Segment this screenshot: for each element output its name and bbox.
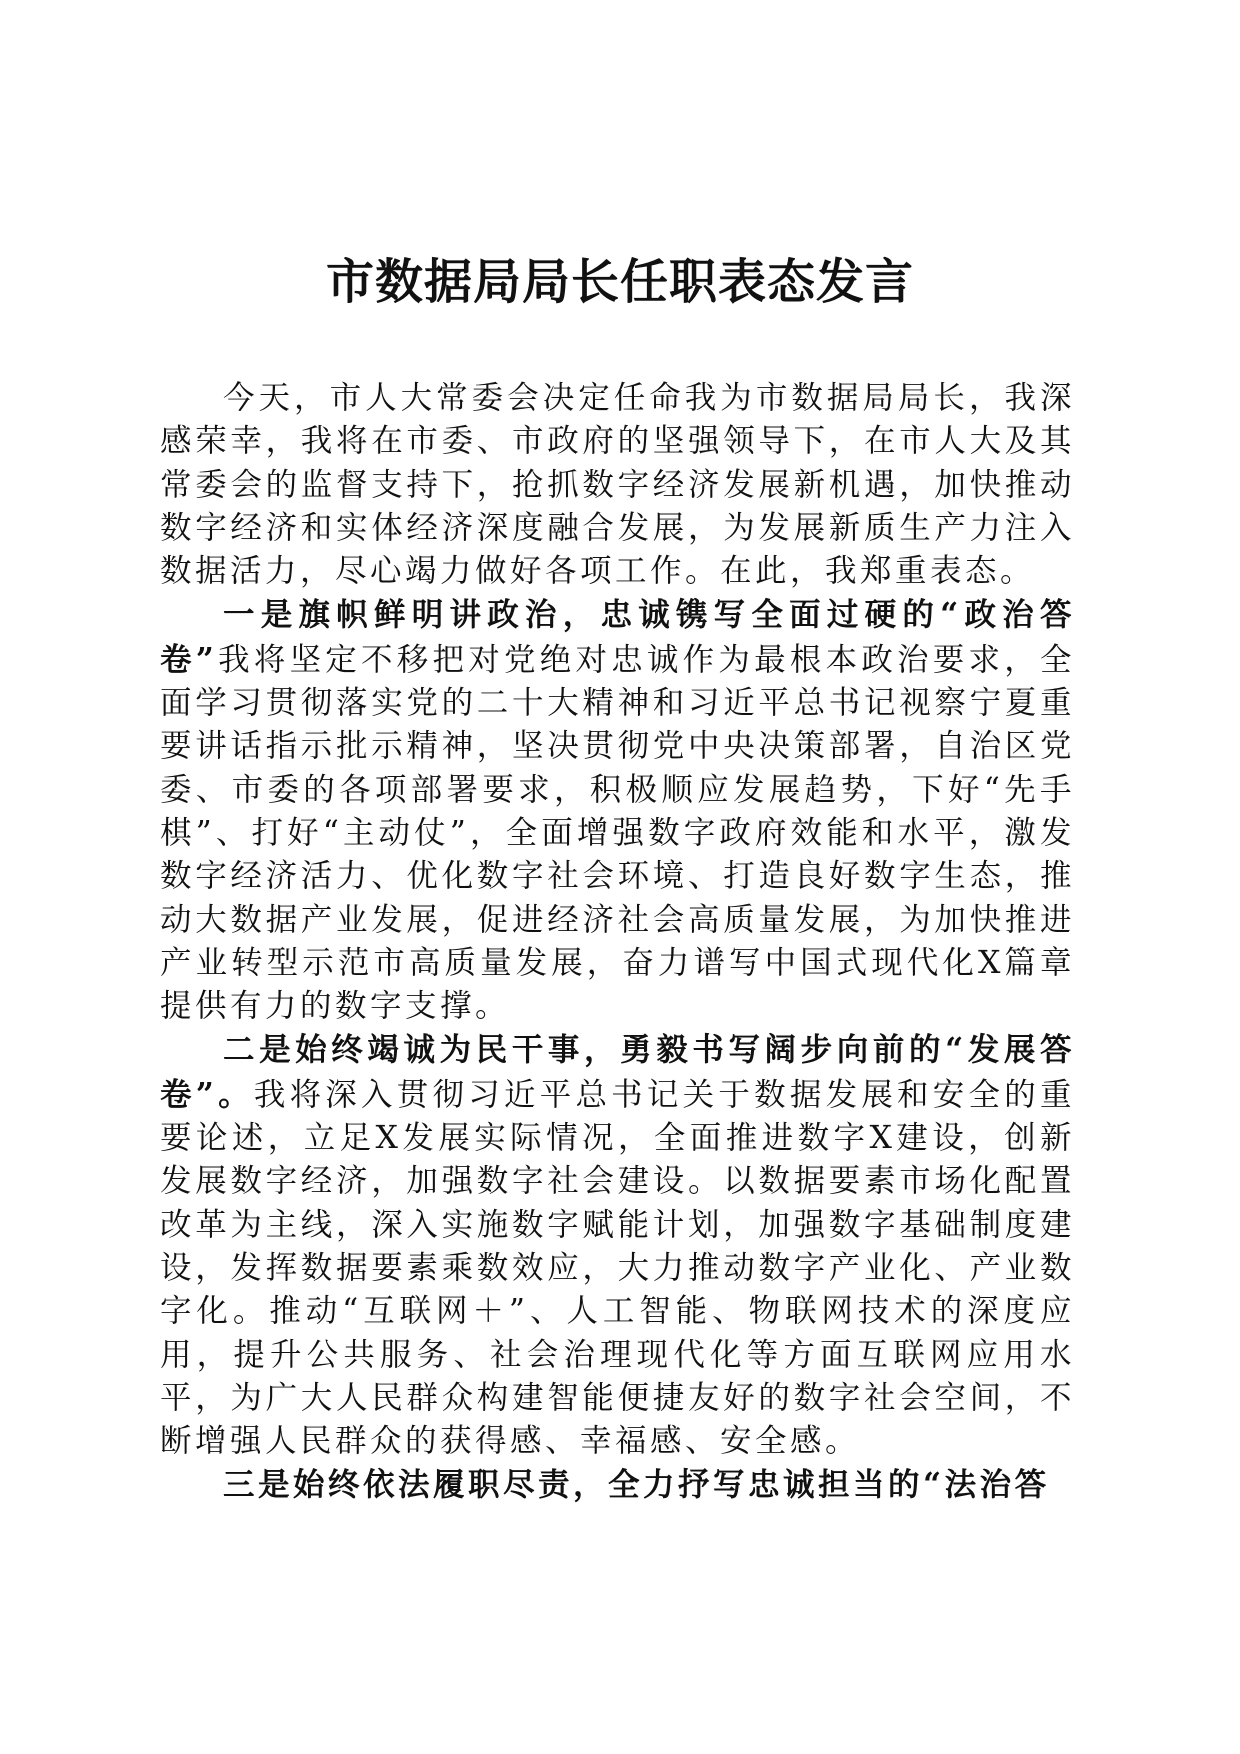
paragraph-text: 今天，市人大常委会决定任命我为市数据局局长，我深感荣幸，我将在市委、市政府的坚强领导下，在市人大及其常委会的监督支持下，抢抓数字经济发展新机遇，加快推动数字经济和实体经济深度融合发展，为发展新质生产力注入数据活力，尽心竭力做好各项工作。在此，我郑重表态。: [160, 380, 1075, 590]
paragraph-intro: [160, 377, 1075, 593]
paragraph-point-three: [160, 1463, 1075, 1507]
paragraph-heading: 二是始终竭诚为民干事，勇毅书写阔步向前的“发展答卷”。: [160, 1031, 1075, 1113]
paragraph-heading: 三是始终依法履职尽责，全力抒写忠诚担当的“法治答: [223, 1466, 1050, 1504]
document-body: [160, 377, 1075, 1508]
document-title: 市数据局局长任职表态发言: [325, 254, 914, 310]
paragraph-point-one: [160, 593, 1075, 1028]
paragraph-text: 我将坚定不移把对党绝对忠诚作为最根本政治要求，全面学习贯彻落实党的二十大精神和习近平总书记视察宁夏重要讲话指示批示精神，坚决贯彻党中央决策部署，自治区党委、市委的各项部署要求，积极顺应发展趋势，下好“先手棋”、打好“主动仗”，全面增强数字政府效能和水平，激发数字经济活力、优化数字社会环境、打造良好数字生态，推动大数据产业发展，促进经济社会高质量发展，为加快推进产业转型示范市高质量发展，奋力谱写中国式现代化X篇章提供有力的数字支撑。: [160, 641, 1075, 1025]
paragraph-text: 我将深入贯彻习近平总书记关于数据发展和安全的重要论述，立足X发展实际情况，全面推进数字X建设，创新发展数字经济，加强数字社会建设。以数据要素市场化配置改革为主线，深入实施数字赋能计划，加强数字基础制度建设，发挥数据要素乘数效应，大力推动数字产业化、产业数字化。推动“互联网＋”、人工智能、物联网技术的深度应用，提升公共服务、社会治理现代化等方面互联网应用水平，为广大人民群众构建智能便捷友好的数字社会空间，不断增强人民群众的获得感、幸福感、安全感。: [160, 1076, 1075, 1460]
paragraph-heading: 一是旗帜鲜明讲政治，忠诚镌写全面过硬的“政治答卷”: [160, 596, 1075, 678]
paragraph-point-two: [160, 1028, 1075, 1463]
